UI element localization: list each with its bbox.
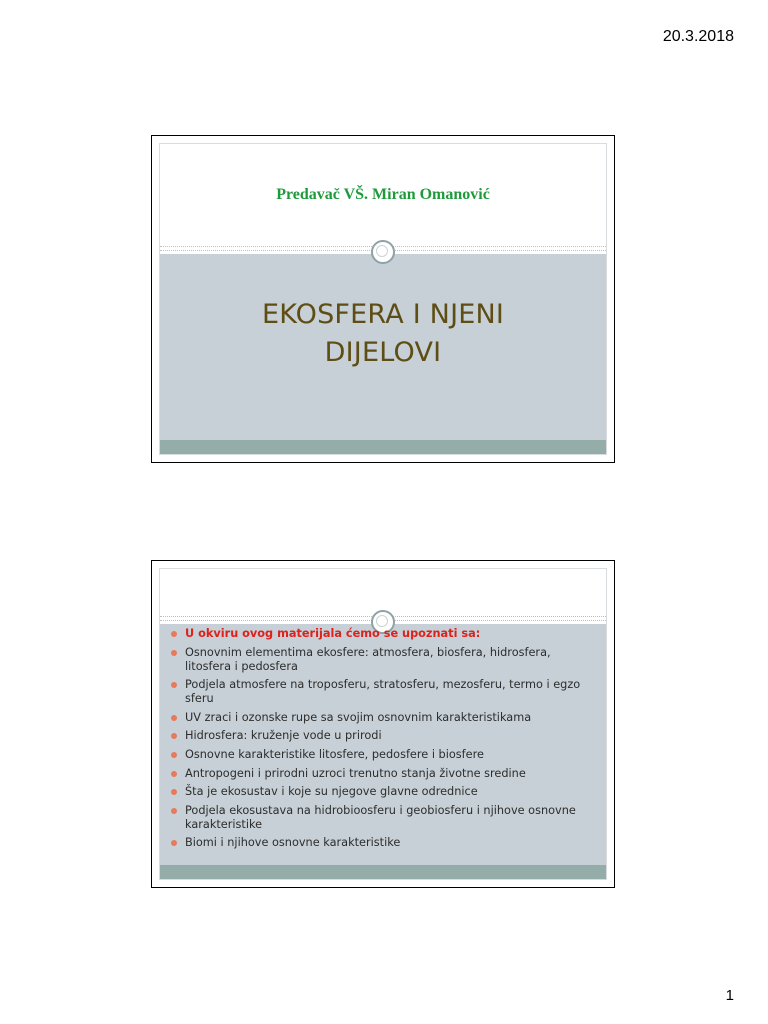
list-item: Osnovnim elementima ekosfere: atmosfera, biosfera, hidrosfera, litosfera i pedosfera (171, 646, 584, 674)
page-date: 20.3.2018 (662, 28, 734, 45)
bullet-intro: U okviru ovog materijala ćemo se upoznati sa: (171, 627, 584, 641)
presenter-name: Predavač VŠ. Miran Omanović (276, 186, 490, 203)
title-line-1: EKOSFERA I NJENI (261, 299, 505, 330)
divider-circle-icon (371, 240, 395, 264)
slide-bottom-bar (160, 440, 606, 454)
list-item: Šta je ekosustav i koje su njegove glavne odrednice (171, 785, 584, 799)
list-item: Osnovne karakteristike litosfere, pedosfere i biosfere (171, 748, 584, 762)
list-item: Hidrosfera: kruženje vode u prirodi (171, 729, 584, 743)
list-item: Podjela ekosustava na hidrobioosferu i geobiosferu i njihove osnovne karakteristike (171, 804, 584, 832)
list-item: Podjela atmosfere na troposferu, stratosferu, mezosferu, termo i egzo sferu (171, 678, 584, 706)
list-item: UV zraci i ozonske rupe sa svojim osnovnim karakteristikama (171, 711, 584, 725)
slide-title-text (160, 296, 606, 372)
page-number: 1 (725, 987, 734, 1004)
slide-contents (151, 560, 615, 888)
slide-title (151, 135, 615, 463)
title-line-2: DIJELOVI (324, 337, 442, 368)
bullet-list (171, 627, 584, 855)
slide-bottom-bar (160, 865, 606, 879)
list-item: Biomi i njihove osnovne karakteristike (171, 836, 584, 850)
list-item: Antropogeni i prirodni uzroci trenutno stanja životne sredine (171, 767, 584, 781)
